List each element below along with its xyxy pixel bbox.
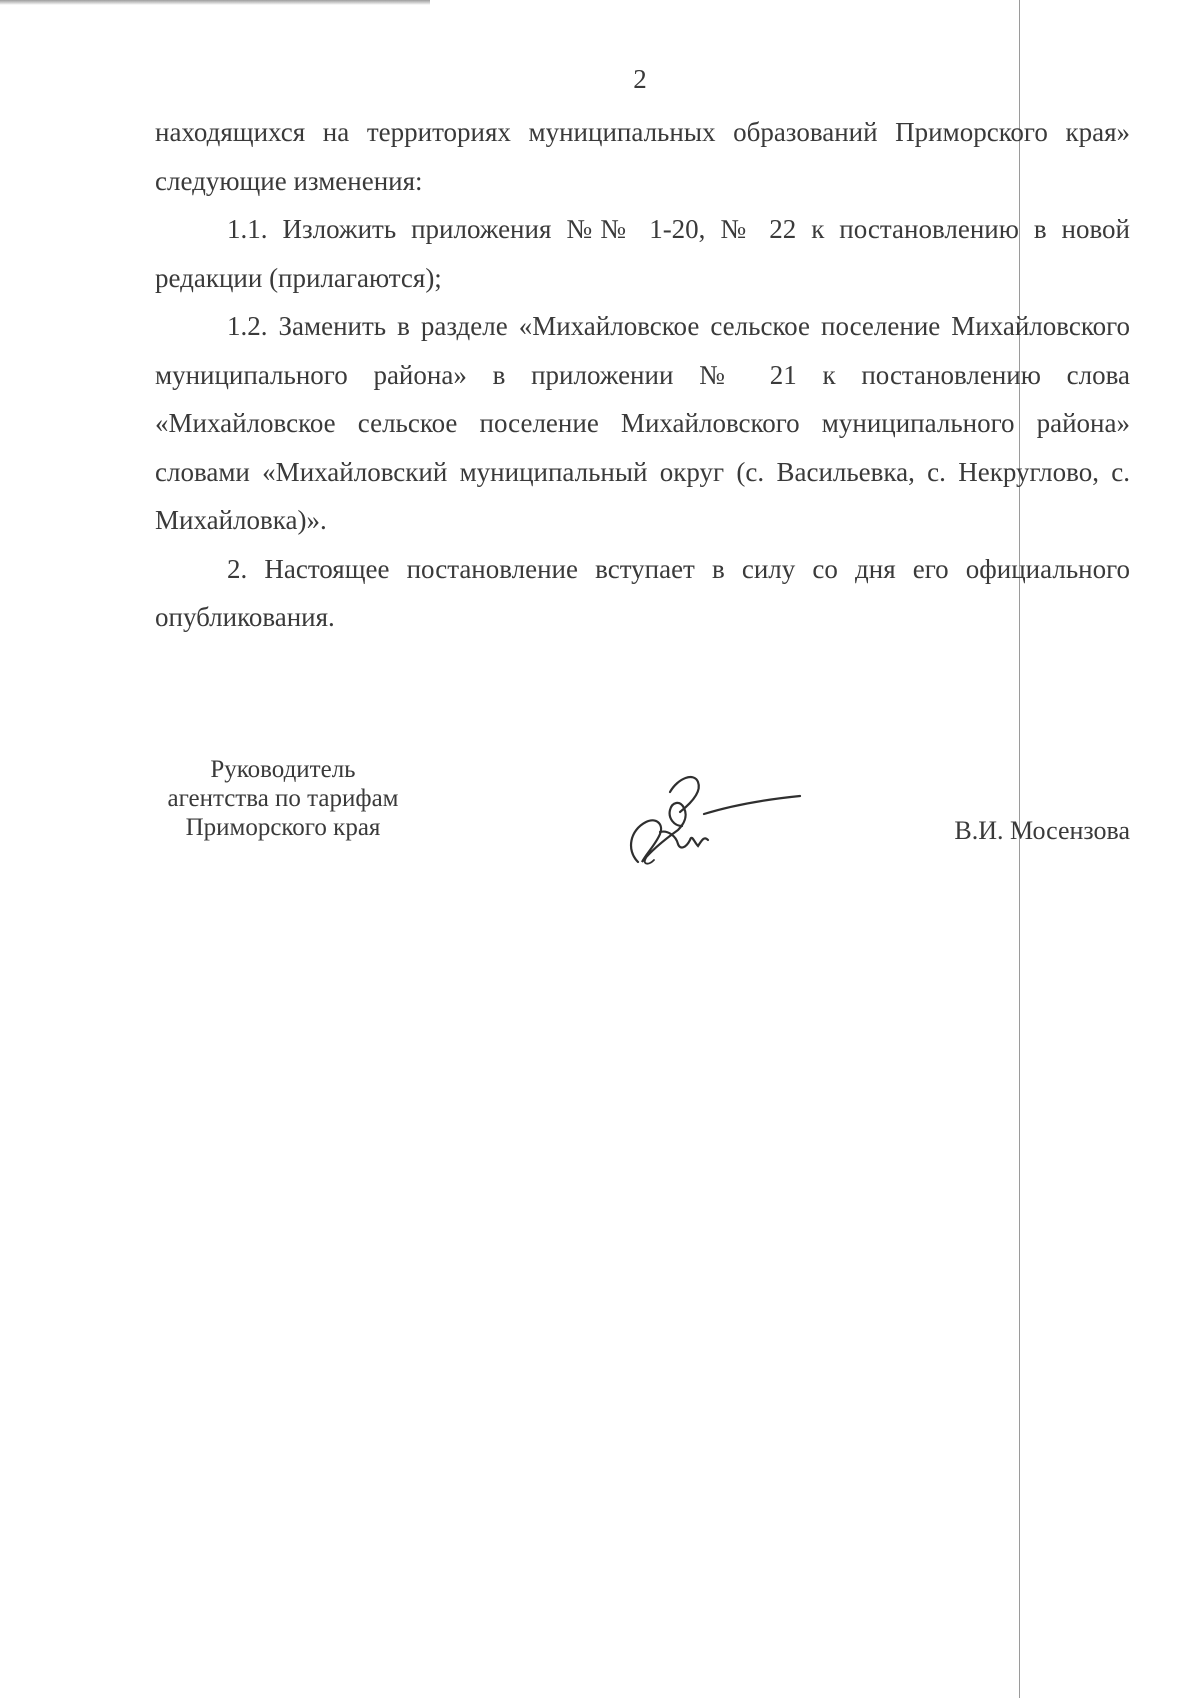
paragraph-item-2: 2. Настоящее постановление вступает в силу со дня его официального опубликования. [155,553,1130,632]
document-body [155,108,1130,642]
signatory-title [138,755,428,842]
signatory-title-line-1: Руководитель [210,756,356,783]
handwritten-signature [620,770,810,870]
signer-name: В.И. Мосензова [954,816,1130,845]
paragraph-item-1-2: 1.2. Заменить в разделе «Михайловское сельское поселение Михайловского муниципального района» в приложении № 21 к постановлению слова «Михайловское сельское поселение Михайловского муниципального района» словами «Михайловский муниципальный округ (с. Васильевка, с. Некруглово, с. Михайловка)». [155,311,1130,535]
paragraph-item-1-1: 1.1. Изложить приложения №№ 1-20, № 22 к постановлению в новой редакции (прилагаются); [155,214,1130,293]
signatory-title-line-3: Приморского края [185,814,381,841]
signatory-title-line-2: агентства по тарифам [167,785,399,812]
scan-edge-streak [0,0,430,5]
paragraph-continuation: находящихся на территориях муниципальных образований Приморского края» следующие изменения: [155,117,1130,196]
page-number: 2 [633,64,647,94]
